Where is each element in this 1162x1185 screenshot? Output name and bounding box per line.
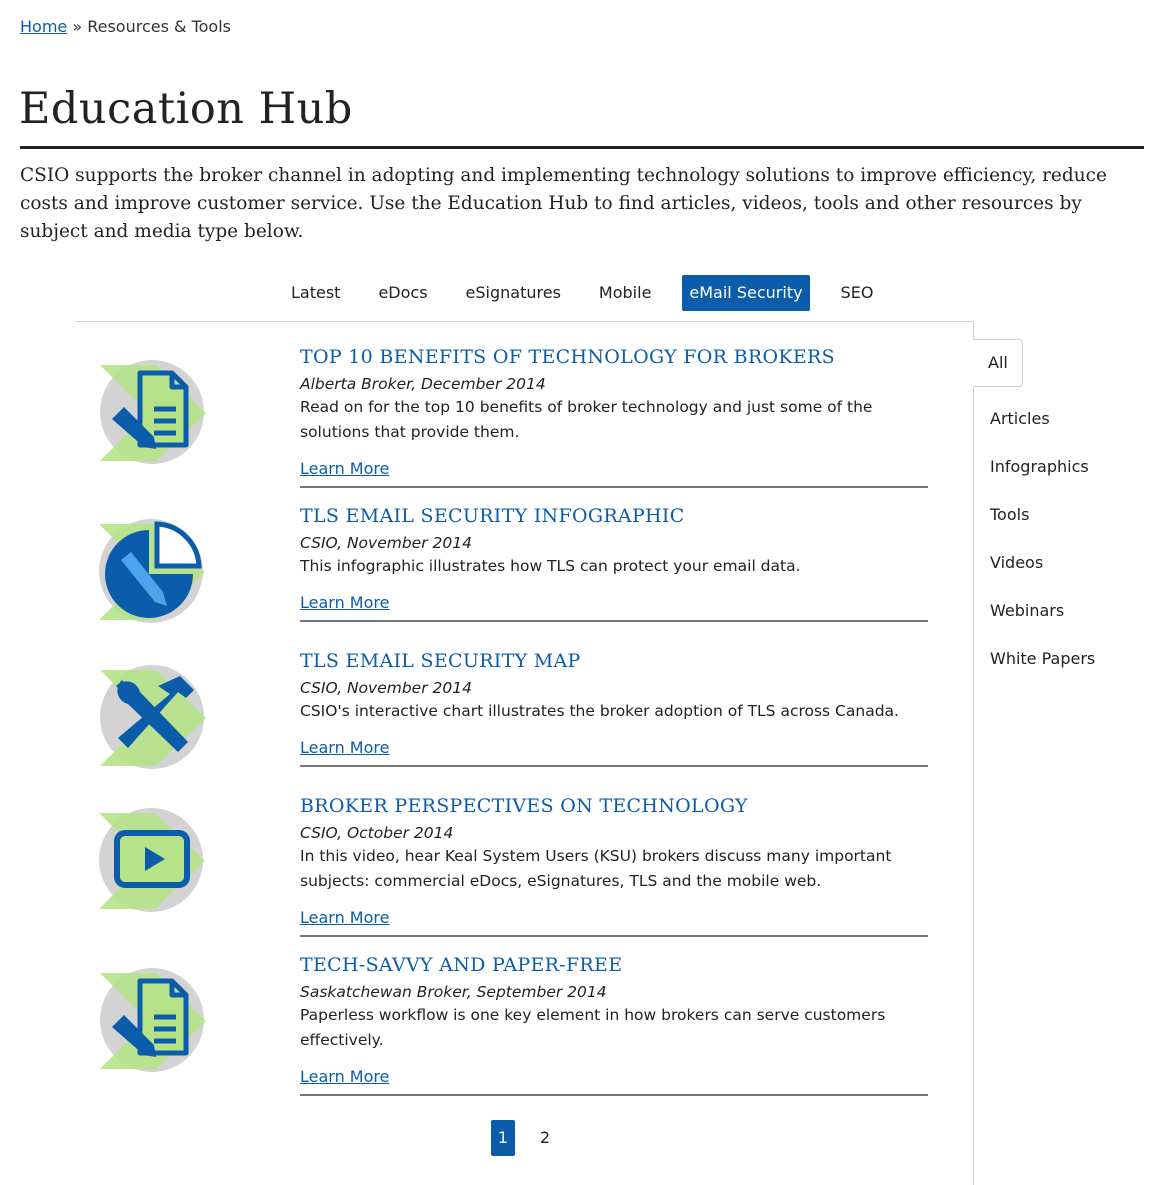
item-title-link[interactable]: TECH-SAVVY AND PAPER-FREE — [300, 954, 623, 976]
item-title-link[interactable]: TLS EMAIL SECURITY MAP — [300, 650, 581, 672]
media-tab-all[interactable]: All — [973, 339, 1023, 387]
document-pen-icon — [98, 357, 208, 467]
item-title-link[interactable]: TOP 10 BENEFITS OF TECHNOLOGY FOR BROKERS — [300, 346, 835, 368]
learn-more-link[interactable]: Learn More — [300, 593, 390, 612]
item-description: This infographic illustrates how TLS can protect your email data. — [300, 557, 801, 575]
infographic-pie-icon — [97, 516, 207, 626]
media-tab-tools[interactable]: Tools — [990, 505, 1030, 524]
learn-more-link[interactable]: Learn More — [300, 738, 390, 757]
item-meta: CSIO, November 2014 — [300, 534, 472, 552]
page-title: Education Hub — [19, 84, 353, 134]
video-play-icon — [97, 805, 207, 915]
media-tab-articles[interactable]: Articles — [990, 409, 1050, 428]
media-tab-videos[interactable]: Videos — [990, 553, 1044, 572]
list-item — [300, 649, 928, 767]
panel-right-border — [973, 321, 974, 1185]
learn-more-link[interactable]: Learn More — [300, 459, 390, 478]
item-meta: CSIO, October 2014 — [300, 824, 454, 842]
item-meta: CSIO, November 2014 — [300, 679, 472, 697]
item-meta: Alberta Broker, December 2014 — [300, 375, 546, 393]
media-tab-webinars[interactable]: Webinars — [990, 601, 1065, 620]
item-description: Paperless workflow is one key element in how brokers can serve customers effectively. — [300, 1006, 886, 1049]
media-type-list — [990, 395, 1095, 683]
tools-wrench-hammer-icon — [98, 662, 208, 772]
list-item — [300, 953, 928, 1096]
learn-more-link[interactable]: Learn More — [300, 1067, 390, 1086]
title-divider — [20, 146, 1144, 149]
tab-email-security[interactable]: eMail Security — [682, 275, 809, 311]
document-pen-icon — [98, 965, 208, 1075]
pagination — [491, 1120, 575, 1156]
tab-latest[interactable]: Latest — [291, 283, 341, 302]
tab-mobile[interactable]: Mobile — [598, 283, 652, 302]
item-title-link[interactable]: TLS EMAIL SECURITY INFOGRAPHIC — [300, 505, 685, 527]
item-description: Read on for the top 10 benefits of broker technology and just some of the solutions that provide them. — [300, 398, 873, 441]
list-item — [300, 345, 928, 488]
media-tab-infographics[interactable]: Infographics — [990, 457, 1089, 476]
tab-esignatures[interactable]: eSignatures — [465, 283, 561, 302]
breadcrumb-separator: » — [67, 17, 88, 36]
list-item — [300, 794, 928, 937]
panel-top-border — [76, 321, 974, 322]
tab-edocs[interactable]: eDocs — [378, 283, 428, 302]
item-description: In this video, hear Keal System Users (KSU) brokers discuss many important subjects: commercial eDocs, eSignatures, TLS and the mobile web. — [300, 847, 892, 890]
page-intro: CSIO supports the broker channel in adopting and implementing technology solutions to improve efficiency, reduce costs and improve customer service. Use the Education Hub to find articles, videos, tools and other resources by subject and media type below. — [20, 165, 1107, 242]
breadcrumb — [20, 17, 231, 36]
breadcrumb-home-link[interactable]: Home — [20, 17, 68, 36]
tab-seo[interactable]: SEO — [840, 283, 874, 302]
subject-tabs — [284, 275, 904, 311]
item-meta: Saskatchewan Broker, September 2014 — [300, 983, 607, 1001]
item-description: CSIO's interactive chart illustrates the broker adoption of TLS across Canada. — [300, 702, 899, 720]
media-tab-white-papers[interactable]: White Papers — [990, 649, 1096, 668]
list-item — [300, 504, 928, 622]
page-2-button[interactable]: 2 — [539, 1128, 551, 1147]
learn-more-link[interactable]: Learn More — [300, 908, 390, 927]
item-title-link[interactable]: BROKER PERSPECTIVES ON TECHNOLOGY — [300, 795, 748, 817]
page-1-button[interactable]: 1 — [491, 1120, 515, 1156]
breadcrumb-current: Resources & Tools — [87, 17, 231, 36]
